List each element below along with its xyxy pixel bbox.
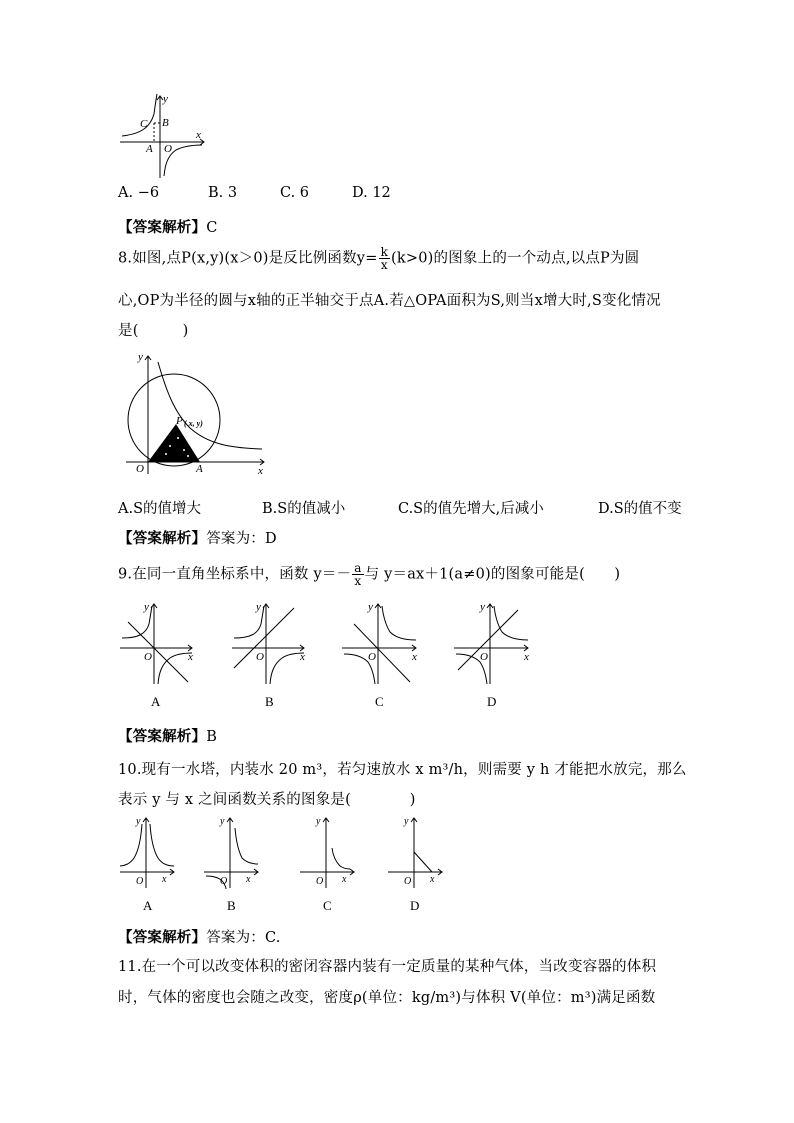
q7-option-a: A. −6 <box>118 185 160 201</box>
q10-d-y: y <box>404 816 409 827</box>
q9-c-o: O <box>368 651 376 663</box>
q7-label-a: A <box>146 143 153 155</box>
q7-label-y: y <box>163 93 168 105</box>
q10-graph-d <box>386 814 446 890</box>
q9-answer-value: B <box>206 729 218 745</box>
q9-frac-den: x <box>354 574 362 588</box>
q7-label-b: B <box>162 117 169 129</box>
q9-b-o: O <box>256 651 264 663</box>
q8-option-b: B.S的值减小 <box>262 501 346 517</box>
q8-answer-label: 【答案解析】 <box>118 530 207 547</box>
q8-frac-den: x <box>380 258 388 272</box>
q7-answer-value: C <box>206 220 218 236</box>
q7-label-o: O <box>164 143 172 155</box>
q11-question-line2: 时，气体的密度也会随之改变，密度ρ(单位：kg/m³)与体积 V(单位：m³)满足函数 <box>118 990 656 1006</box>
q9-d-x: x <box>524 651 529 663</box>
q10-caption-d: D <box>410 898 420 913</box>
q8-option-c: C.S的值先增大,后减小 <box>398 501 544 517</box>
q7-label-c: C <box>140 118 148 130</box>
q9-fraction <box>352 562 363 587</box>
q10-c-x: x <box>342 874 347 885</box>
q8-answer <box>118 527 277 548</box>
q10-b-x: x <box>246 874 251 885</box>
q10-answer <box>118 926 281 947</box>
q9-caption-d: D <box>487 694 497 709</box>
q7-answer-label: 【答案解析】 <box>118 219 207 236</box>
q9-question <box>118 562 620 587</box>
q10-graph-c <box>298 814 358 890</box>
q9-d-o: O <box>480 651 488 663</box>
q8-answer-value: 答案为：D <box>206 531 277 547</box>
q8-label-pxy: ( x, y) <box>184 419 203 428</box>
q9-c-y: y <box>368 601 373 613</box>
q9-a-o: O <box>144 651 152 663</box>
q7-option-c: C. 6 <box>280 185 310 201</box>
q9-graph-c <box>340 600 422 686</box>
q8-label-a: A <box>196 463 203 475</box>
q9-answer <box>118 725 217 746</box>
q8-fraction <box>379 246 390 271</box>
q10-a-o: O <box>136 876 144 887</box>
q7-option-d: D. 12 <box>352 185 391 201</box>
q10-caption-b: B <box>227 898 236 913</box>
q10-caption-c: C <box>323 898 332 913</box>
q9-graph-d <box>452 600 534 686</box>
q10-question-line2: 表示 y 与 x 之间函数关系的图象是( ) <box>118 792 416 808</box>
q9-caption-b: B <box>265 694 274 709</box>
q10-caption-a: A <box>143 898 153 913</box>
q9-text-part2: 与 y＝ax＋1(a≠0)的图象可能是( ) <box>364 566 621 583</box>
q10-question-line1: 10.现有一水塔，内装水 20 m³，若匀速放水 x m³/h，则需要 y h 才能把水放完，那么 <box>118 762 687 778</box>
q10-graph-b <box>202 814 262 890</box>
q8-question-line2: 心,OP为半径的圆与x轴的正半轴交于点A.若△OPA面积为S,则当x增大时,S变化情况 <box>118 293 661 309</box>
q9-d-y: y <box>480 601 485 613</box>
q9-caption-c: C <box>375 694 384 709</box>
q10-a-x: x <box>162 874 167 885</box>
q10-graph-a <box>118 814 178 890</box>
q8-label-p: P <box>176 415 183 427</box>
q7-option-b: B. 3 <box>208 185 238 201</box>
q9-text-part1: 9.在同一直角坐标系中，函数 y＝－ <box>118 566 352 583</box>
q11-question-line1: 11.在一个可以改变体积的密闭容器内装有一定质量的某种气体，当改变容器的体积 <box>118 959 657 975</box>
q9-b-x: x <box>300 651 305 663</box>
q10-b-o: O <box>220 876 228 887</box>
q8-question-line3: 是( ) <box>118 323 189 339</box>
q8-label-y: y <box>138 351 143 363</box>
q9-graph-a <box>118 600 198 686</box>
q8-question-line1 <box>118 246 639 271</box>
q10-b-y: y <box>220 816 225 827</box>
q9-caption-a: A <box>151 694 161 709</box>
q10-answer-value: 答案为：C. <box>206 930 281 946</box>
q10-answer-label: 【答案解析】 <box>118 929 207 946</box>
q8-label-x: x <box>258 465 263 477</box>
q10-d-x: x <box>430 874 435 885</box>
q10-c-y: y <box>316 816 321 827</box>
q9-b-y: y <box>256 601 261 613</box>
q8-frac-num: k <box>380 245 389 259</box>
q9-a-y: y <box>144 601 149 613</box>
q10-c-o: O <box>316 876 324 887</box>
q8-graph <box>118 350 270 478</box>
q8-label-o: O <box>136 463 144 475</box>
q8-text-part2: (k>0)的图象上的一个动点,以点P为圆 <box>391 250 640 267</box>
q7-label-x: x <box>196 129 201 141</box>
q9-c-x: x <box>412 651 417 663</box>
q7-graph <box>118 90 208 180</box>
q8-option-a: A.S的值增大 <box>118 501 202 517</box>
q9-graph-b <box>230 600 310 686</box>
q9-answer-label: 【答案解析】 <box>118 728 207 745</box>
q10-d-o: O <box>404 876 412 887</box>
q9-a-x: x <box>188 651 193 663</box>
q8-option-d: D.S的值不变 <box>598 501 682 517</box>
q7-answer <box>118 216 218 237</box>
q8-text-part1: 8.如图,点P(x,y)(x＞0)是反比例函数y= <box>118 250 378 267</box>
q10-a-y: y <box>136 816 141 827</box>
q9-frac-num: a <box>354 561 362 575</box>
